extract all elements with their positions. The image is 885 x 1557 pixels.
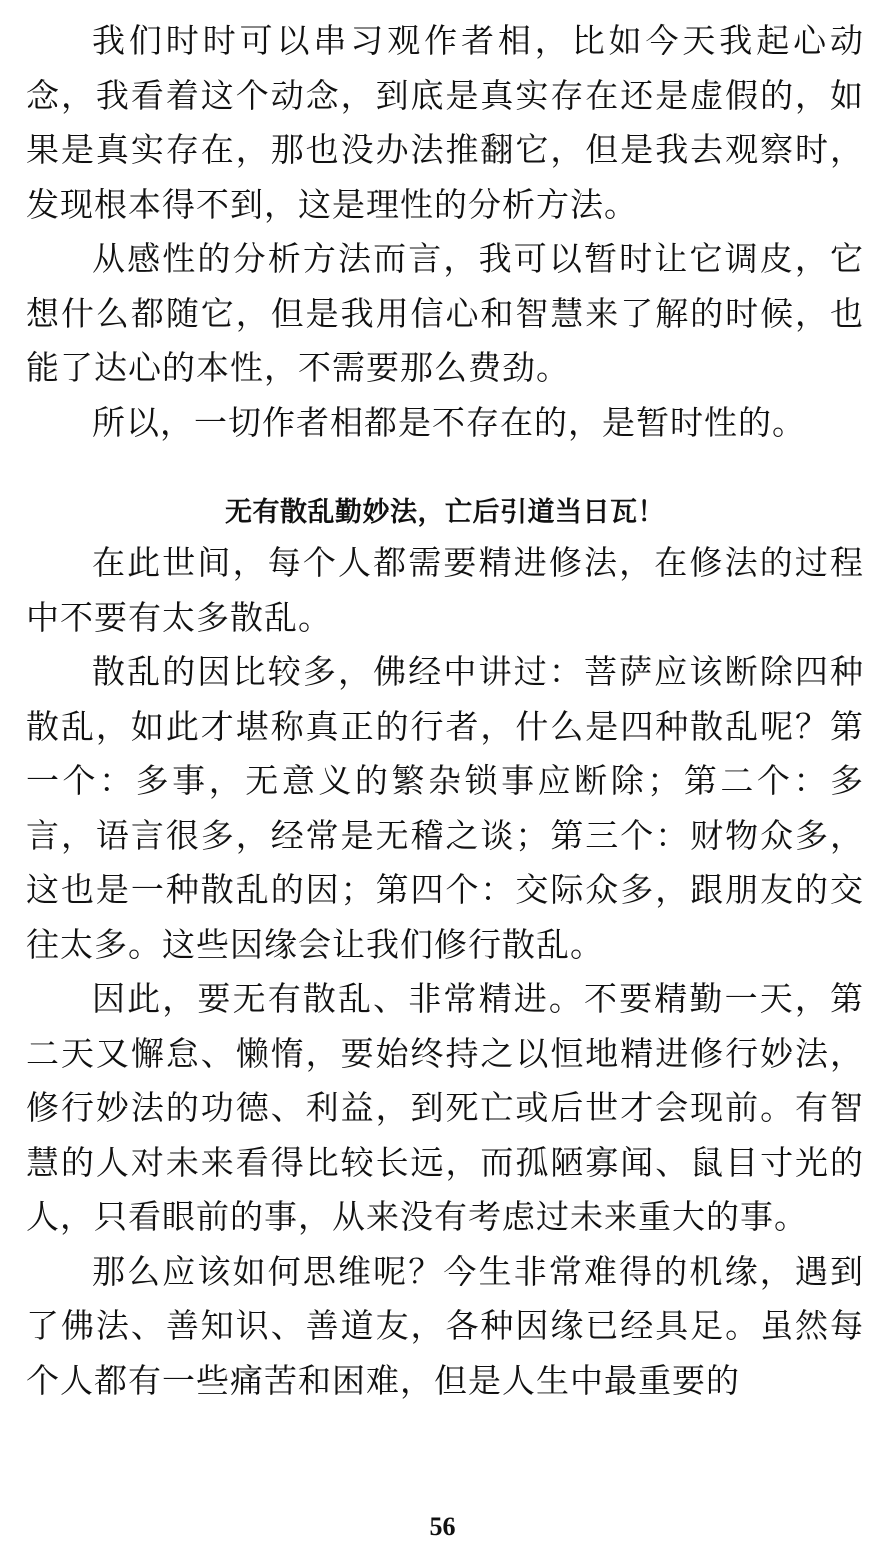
paragraph-7: 那么应该如何思维呢？今生非常难得的机缘，遇到了佛法、善知识、善道友，各种因缘已经具足。虽然每个人都有一些痛苦和困难，但是人生中最重要的 xyxy=(26,1251,864,1400)
paragraph-2: 从感性的分析方法而言，我可以暂时让它调皮，它想什么都随它，但是我用信心和智慧来了解的时候，也能了达心的本性，不需要那么费劲。 xyxy=(26,239,864,387)
page-body xyxy=(26,14,864,1408)
paragraph-5: 散乱的因比较多，佛经中讲过：菩萨应该断除四种散乱，如此才堪称真正的行者，什么是四种散乱呢？第一个：多事，无意义的繁杂锁事应断除；第二个：多言，语言很多，经常是无稽之谈；第三个：财物众多，这也是一种散乱的因；第四个：交际众多，跟朋友的交往太多。这些因缘会让我们修行散乱。 xyxy=(26,652,864,964)
paragraph-1: 我们时时可以串习观作者相，比如今天我起心动念，我看着这个动念，到底是真实存在还是虚假的，如果是真实存在，那也没办法推翻它，但是我去观察时，发现根本得不到，这是理性的分析方法。 xyxy=(26,21,864,224)
section-heading: 无有散乱勤妙法，亡后引道当日瓦！ xyxy=(225,497,665,528)
paragraph-3: 所以，一切作者相都是不存在的，是暂时性的。 xyxy=(92,402,806,442)
page-number: 56 xyxy=(429,1512,456,1541)
paragraph-6: 因此，要无有散乱、非常精进。不要精勤一天，第二天又懈怠、懒惰，要始终持之以恒地精进修行妙法，修行妙法的功德、利益，到死亡或后世才会现前。有智慧的人对未来看得比较长远，而孤陋寡闻、鼠目寸光的人，只看眼前的事，从来没有考虑过未来重大的事。 xyxy=(26,979,864,1236)
paragraph-4: 在此世间，每个人都需要精进修法，在修法的过程中不要有太多散乱。 xyxy=(26,543,864,637)
